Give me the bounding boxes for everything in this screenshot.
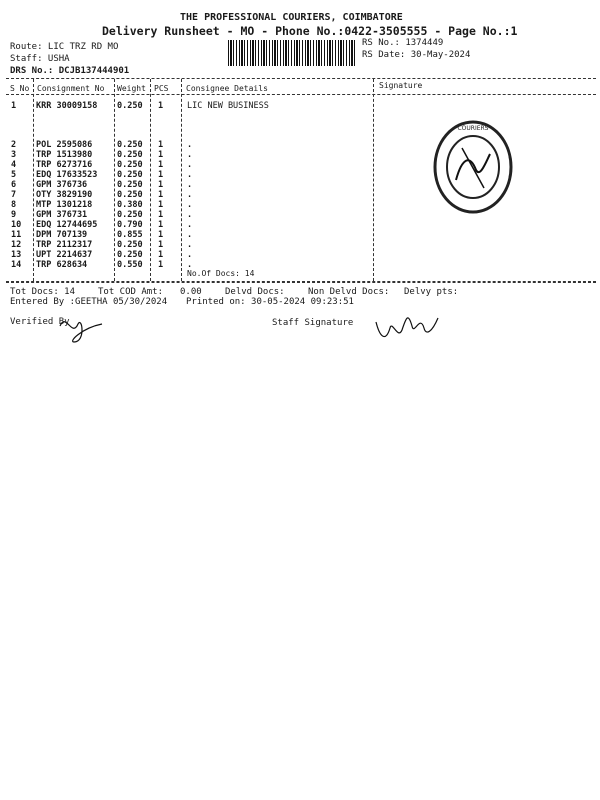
- staff-signature-icon: [372, 308, 442, 348]
- table-row: [0, 240, 600, 250]
- verified-by-label: Verified By: [10, 317, 70, 327]
- row-weight: 0.250: [117, 150, 143, 160]
- row-consignee: .: [187, 180, 193, 190]
- row-weight: 0.250: [117, 101, 143, 111]
- rs-date: RS Date: 30-May-2024: [362, 50, 471, 60]
- total-cod-value: 0.00: [180, 287, 202, 297]
- row-consignee: .: [187, 170, 193, 180]
- col-header-sno: S No: [10, 84, 30, 93]
- row-consignee: LIC NEW BUSINESS: [187, 101, 269, 111]
- company-stamp-icon: [432, 118, 514, 216]
- row-weight: 0.250: [117, 240, 143, 250]
- row-sno: 14: [11, 260, 22, 270]
- table-row: [0, 230, 600, 240]
- row-sno: 2: [11, 140, 17, 150]
- row-consignment: TRP 628634: [36, 260, 88, 270]
- table-row: [0, 220, 600, 230]
- row-consignee: .: [187, 250, 193, 260]
- row-consignment: KRR 30009158: [36, 101, 98, 111]
- col-header-signature: Signature: [379, 81, 423, 90]
- row-weight: 0.790: [117, 220, 143, 230]
- row-consignee: .: [187, 240, 193, 250]
- row-pcs: 1: [158, 200, 164, 210]
- total-cod-label: Tot COD Amt:: [98, 287, 164, 297]
- verifier-signature-icon: [56, 308, 106, 348]
- row-consignee: .: [187, 210, 193, 220]
- row-consignment: OTY 3829190: [36, 190, 93, 200]
- row-pcs: 1: [158, 240, 164, 250]
- col-header-consignee: Consignee Details: [186, 84, 268, 93]
- delivery-points-label: Delvy pts:: [404, 287, 459, 297]
- entered-by: Entered By :GEETHA 05/30/2024: [10, 297, 168, 307]
- row-sno: 5: [11, 170, 17, 180]
- non-delivered-docs-label: Non Delvd Docs:: [308, 287, 390, 297]
- table-top-rule: [6, 78, 596, 79]
- row-sno: 4: [11, 160, 17, 170]
- drs-number: DRS No.: DCJB137444901: [10, 66, 130, 76]
- rs-number: RS No.: 1374449: [362, 38, 444, 48]
- row-consignment: MTP 1301218: [36, 200, 93, 210]
- row-pcs: 1: [158, 230, 164, 240]
- row-weight: 0.250: [117, 160, 143, 170]
- header-rule: [6, 94, 596, 95]
- col-header-weight: Weight: [117, 84, 146, 93]
- row-sno: 7: [11, 190, 17, 200]
- row-consignee: .: [187, 190, 193, 200]
- row-consignment: EDQ 12744695: [36, 220, 98, 230]
- row-sno: 11: [11, 230, 22, 240]
- col-header-pcs: PCS: [154, 84, 169, 93]
- row-consignee: .: [187, 200, 193, 210]
- row-consignee: .: [187, 160, 193, 170]
- row-pcs: 1: [158, 190, 164, 200]
- row-consignee: .: [187, 230, 193, 240]
- row-pcs: 1: [158, 250, 164, 260]
- table-row: [0, 250, 600, 260]
- row-weight: 0.250: [117, 180, 143, 190]
- row-pcs: 1: [158, 101, 164, 111]
- row-sno: 10: [11, 220, 22, 230]
- row-consignee: .: [187, 220, 193, 230]
- row-pcs: 1: [158, 220, 164, 230]
- table-row: [0, 260, 600, 270]
- row-consignment: TRP 2112317: [36, 240, 93, 250]
- row-weight: 0.250: [117, 170, 143, 180]
- row-consignee: .: [187, 140, 193, 150]
- row-consignee: .: [187, 260, 193, 270]
- row-sno: 6: [11, 180, 17, 190]
- row-pcs: 1: [158, 210, 164, 220]
- row-consignment: DPM 707139: [36, 230, 88, 240]
- row-pcs: 1: [158, 150, 164, 160]
- row-consignment: TRP 6273716: [36, 160, 93, 170]
- staff: Staff: USHA: [10, 54, 70, 64]
- row-consignment: GPM 376736: [36, 180, 88, 190]
- no-of-docs: No.Of Docs: 14: [187, 269, 255, 278]
- row-consignment: TRP 1513980: [36, 150, 93, 160]
- company-name: THE PROFESSIONAL COURIERS, COIMBATORE: [180, 12, 403, 23]
- row-weight: 0.380: [117, 200, 143, 210]
- row-pcs: 1: [158, 260, 164, 270]
- row-consignment: UPT 2214637: [36, 250, 93, 260]
- row-consignment: POL 2595086: [36, 140, 93, 150]
- footer-rule: [6, 282, 596, 283]
- barcode: [228, 40, 356, 66]
- total-docs: Tot Docs: 14: [10, 287, 76, 297]
- row-sno: 3: [11, 150, 17, 160]
- row-weight: 0.550: [117, 260, 143, 270]
- row-weight: 0.250: [117, 140, 143, 150]
- delivered-docs-label: Delvd Docs:: [225, 287, 285, 297]
- row-sno: 13: [11, 250, 22, 260]
- row-pcs: 1: [158, 180, 164, 190]
- row-pcs: 1: [158, 140, 164, 150]
- printed-on: Printed on: 30-05-2024 09:23:51: [186, 297, 354, 307]
- row-weight: 0.855: [117, 230, 143, 240]
- row-consignment: EDQ 17633523: [36, 170, 98, 180]
- route: Route: LIC TRZ RD MO: [10, 42, 119, 52]
- row-consignment: GPM 376731: [36, 210, 88, 220]
- row-weight: 0.250: [117, 210, 143, 220]
- row-pcs: 1: [158, 160, 164, 170]
- row-weight: 0.250: [117, 190, 143, 200]
- runsheet-title: Delivery Runsheet - MO - Phone No.:0422-3505555 - Page No.:1: [102, 24, 518, 38]
- row-pcs: 1: [158, 170, 164, 180]
- row-sno: 12: [11, 240, 22, 250]
- row-sno: 8: [11, 200, 17, 210]
- row-sno: 9: [11, 210, 17, 220]
- row-sno: 1: [11, 101, 17, 111]
- table-row: [0, 101, 600, 111]
- col-header-consignment: Consignment No: [37, 84, 105, 93]
- staff-signature-label: Staff Signature: [272, 318, 354, 328]
- row-consignee: .: [187, 150, 193, 160]
- row-weight: 0.250: [117, 250, 143, 260]
- svg-text:COURIERS: COURIERS: [457, 125, 489, 132]
